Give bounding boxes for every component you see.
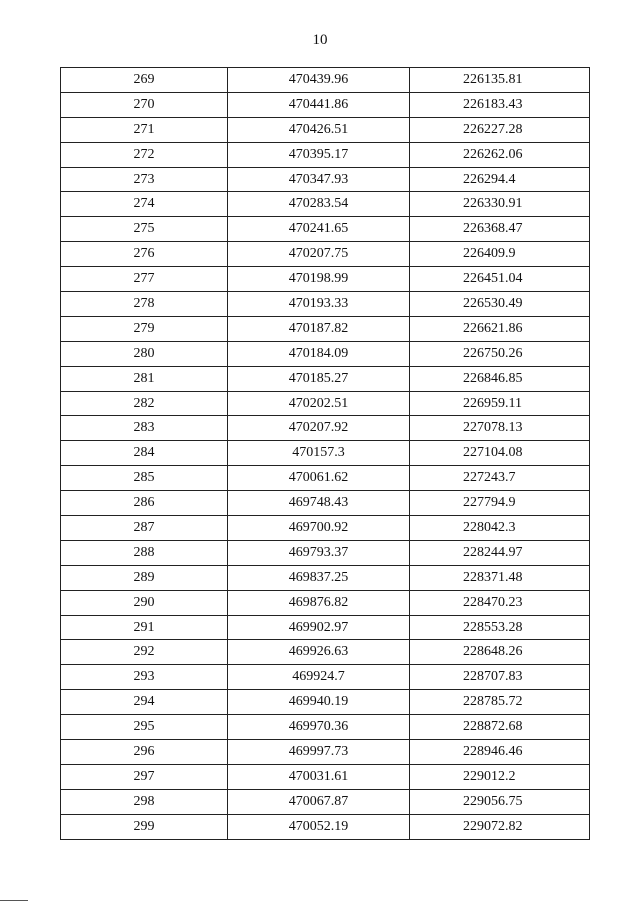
point-number-cell: 287 — [61, 516, 228, 541]
x-coordinate-cell: 470283.54 — [228, 192, 410, 217]
table-row — [61, 68, 590, 93]
point-number-cell: 286 — [61, 491, 228, 516]
point-number-cell: 273 — [61, 167, 228, 192]
point-number-cell: 284 — [61, 441, 228, 466]
x-coordinate-cell: 469924.7 — [228, 665, 410, 690]
y-coordinate-cell: 226330.91 — [410, 192, 590, 217]
table-row — [61, 540, 590, 565]
y-coordinate-cell: 226959.11 — [410, 391, 590, 416]
y-coordinate-cell: 226227.28 — [410, 117, 590, 142]
y-coordinate-cell: 228371.48 — [410, 565, 590, 590]
point-number-cell: 281 — [61, 366, 228, 391]
table-row — [61, 441, 590, 466]
x-coordinate-cell: 469837.25 — [228, 565, 410, 590]
x-coordinate-cell: 470061.62 — [228, 466, 410, 491]
table-row — [61, 167, 590, 192]
x-coordinate-cell: 470439.96 — [228, 68, 410, 93]
x-coordinate-cell: 470347.93 — [228, 167, 410, 192]
table-row — [61, 192, 590, 217]
y-coordinate-cell: 226262.06 — [410, 142, 590, 167]
table-row — [61, 217, 590, 242]
table-row — [61, 814, 590, 839]
x-coordinate-cell: 469926.63 — [228, 640, 410, 665]
y-coordinate-cell: 228648.26 — [410, 640, 590, 665]
x-coordinate-cell: 470185.27 — [228, 366, 410, 391]
y-coordinate-cell: 226135.81 — [410, 68, 590, 93]
x-coordinate-cell: 469902.97 — [228, 615, 410, 640]
table-row — [61, 640, 590, 665]
coordinates-table-body — [61, 68, 590, 840]
table-row — [61, 789, 590, 814]
y-coordinate-cell: 227078.13 — [410, 416, 590, 441]
y-coordinate-cell: 227243.7 — [410, 466, 590, 491]
point-number-cell: 297 — [61, 764, 228, 789]
point-number-cell: 288 — [61, 540, 228, 565]
y-coordinate-cell: 227794.9 — [410, 491, 590, 516]
y-coordinate-cell: 226750.26 — [410, 341, 590, 366]
point-number-cell: 294 — [61, 690, 228, 715]
table-row — [61, 740, 590, 765]
x-coordinate-cell: 470395.17 — [228, 142, 410, 167]
point-number-cell: 285 — [61, 466, 228, 491]
x-coordinate-cell: 470207.92 — [228, 416, 410, 441]
x-coordinate-cell: 470157.3 — [228, 441, 410, 466]
y-coordinate-cell: 226409.9 — [410, 242, 590, 267]
table-row — [61, 665, 590, 690]
x-coordinate-cell: 470241.65 — [228, 217, 410, 242]
y-coordinate-cell: 226530.49 — [410, 292, 590, 317]
table-row — [61, 316, 590, 341]
y-coordinate-cell: 228244.97 — [410, 540, 590, 565]
table-row — [61, 117, 590, 142]
y-coordinate-cell: 226451.04 — [410, 267, 590, 292]
x-coordinate-cell: 470031.61 — [228, 764, 410, 789]
y-coordinate-cell: 226294.4 — [410, 167, 590, 192]
y-coordinate-cell: 229012.2 — [410, 764, 590, 789]
y-coordinate-cell: 229056.75 — [410, 789, 590, 814]
y-coordinate-cell: 226368.47 — [410, 217, 590, 242]
point-number-cell: 275 — [61, 217, 228, 242]
y-coordinate-cell: 226621.86 — [410, 316, 590, 341]
table-row — [61, 615, 590, 640]
y-coordinate-cell: 228946.46 — [410, 740, 590, 765]
table-row — [61, 142, 590, 167]
table-row — [61, 516, 590, 541]
x-coordinate-cell: 470198.99 — [228, 267, 410, 292]
table-row — [61, 92, 590, 117]
page-number: 10 — [312, 32, 328, 48]
point-number-cell: 289 — [61, 565, 228, 590]
y-coordinate-cell: 227104.08 — [410, 441, 590, 466]
x-coordinate-cell: 470187.82 — [228, 316, 410, 341]
table-row — [61, 690, 590, 715]
x-coordinate-cell: 469997.73 — [228, 740, 410, 765]
x-coordinate-cell: 470207.75 — [228, 242, 410, 267]
table-row — [61, 590, 590, 615]
point-number-cell: 290 — [61, 590, 228, 615]
x-coordinate-cell: 470193.33 — [228, 292, 410, 317]
point-number-cell: 272 — [61, 142, 228, 167]
x-coordinate-cell: 470202.51 — [228, 391, 410, 416]
scan-edge-mark — [0, 900, 28, 901]
x-coordinate-cell: 470067.87 — [228, 789, 410, 814]
x-coordinate-cell: 469970.36 — [228, 715, 410, 740]
y-coordinate-cell: 229072.82 — [410, 814, 590, 839]
point-number-cell: 278 — [61, 292, 228, 317]
point-number-cell: 271 — [61, 117, 228, 142]
point-number-cell: 292 — [61, 640, 228, 665]
point-number-cell: 295 — [61, 715, 228, 740]
point-number-cell: 270 — [61, 92, 228, 117]
point-number-cell: 299 — [61, 814, 228, 839]
point-number-cell: 293 — [61, 665, 228, 690]
table-row — [61, 466, 590, 491]
point-number-cell: 276 — [61, 242, 228, 267]
y-coordinate-cell: 228707.83 — [410, 665, 590, 690]
coordinates-table — [60, 67, 590, 840]
table-row — [61, 416, 590, 441]
x-coordinate-cell: 469793.37 — [228, 540, 410, 565]
y-coordinate-cell: 228553.28 — [410, 615, 590, 640]
point-number-cell: 280 — [61, 341, 228, 366]
point-number-cell: 277 — [61, 267, 228, 292]
y-coordinate-cell: 228470.23 — [410, 590, 590, 615]
x-coordinate-cell: 470052.19 — [228, 814, 410, 839]
x-coordinate-cell: 470184.09 — [228, 341, 410, 366]
point-number-cell: 291 — [61, 615, 228, 640]
y-coordinate-cell: 228042.3 — [410, 516, 590, 541]
x-coordinate-cell: 469748.43 — [228, 491, 410, 516]
table-row — [61, 267, 590, 292]
point-number-cell: 296 — [61, 740, 228, 765]
x-coordinate-cell: 469700.92 — [228, 516, 410, 541]
table-row — [61, 715, 590, 740]
point-number-cell: 269 — [61, 68, 228, 93]
y-coordinate-cell: 228872.68 — [410, 715, 590, 740]
table-row — [61, 242, 590, 267]
table-row — [61, 491, 590, 516]
point-number-cell: 283 — [61, 416, 228, 441]
x-coordinate-cell: 469940.19 — [228, 690, 410, 715]
x-coordinate-cell: 470441.86 — [228, 92, 410, 117]
x-coordinate-cell: 470426.51 — [228, 117, 410, 142]
x-coordinate-cell: 469876.82 — [228, 590, 410, 615]
table-row — [61, 764, 590, 789]
y-coordinate-cell: 228785.72 — [410, 690, 590, 715]
point-number-cell: 282 — [61, 391, 228, 416]
table-row — [61, 391, 590, 416]
table-row — [61, 565, 590, 590]
table-row — [61, 366, 590, 391]
y-coordinate-cell: 226846.85 — [410, 366, 590, 391]
point-number-cell: 274 — [61, 192, 228, 217]
y-coordinate-cell: 226183.43 — [410, 92, 590, 117]
point-number-cell: 298 — [61, 789, 228, 814]
table-row — [61, 292, 590, 317]
point-number-cell: 279 — [61, 316, 228, 341]
table-row — [61, 341, 590, 366]
